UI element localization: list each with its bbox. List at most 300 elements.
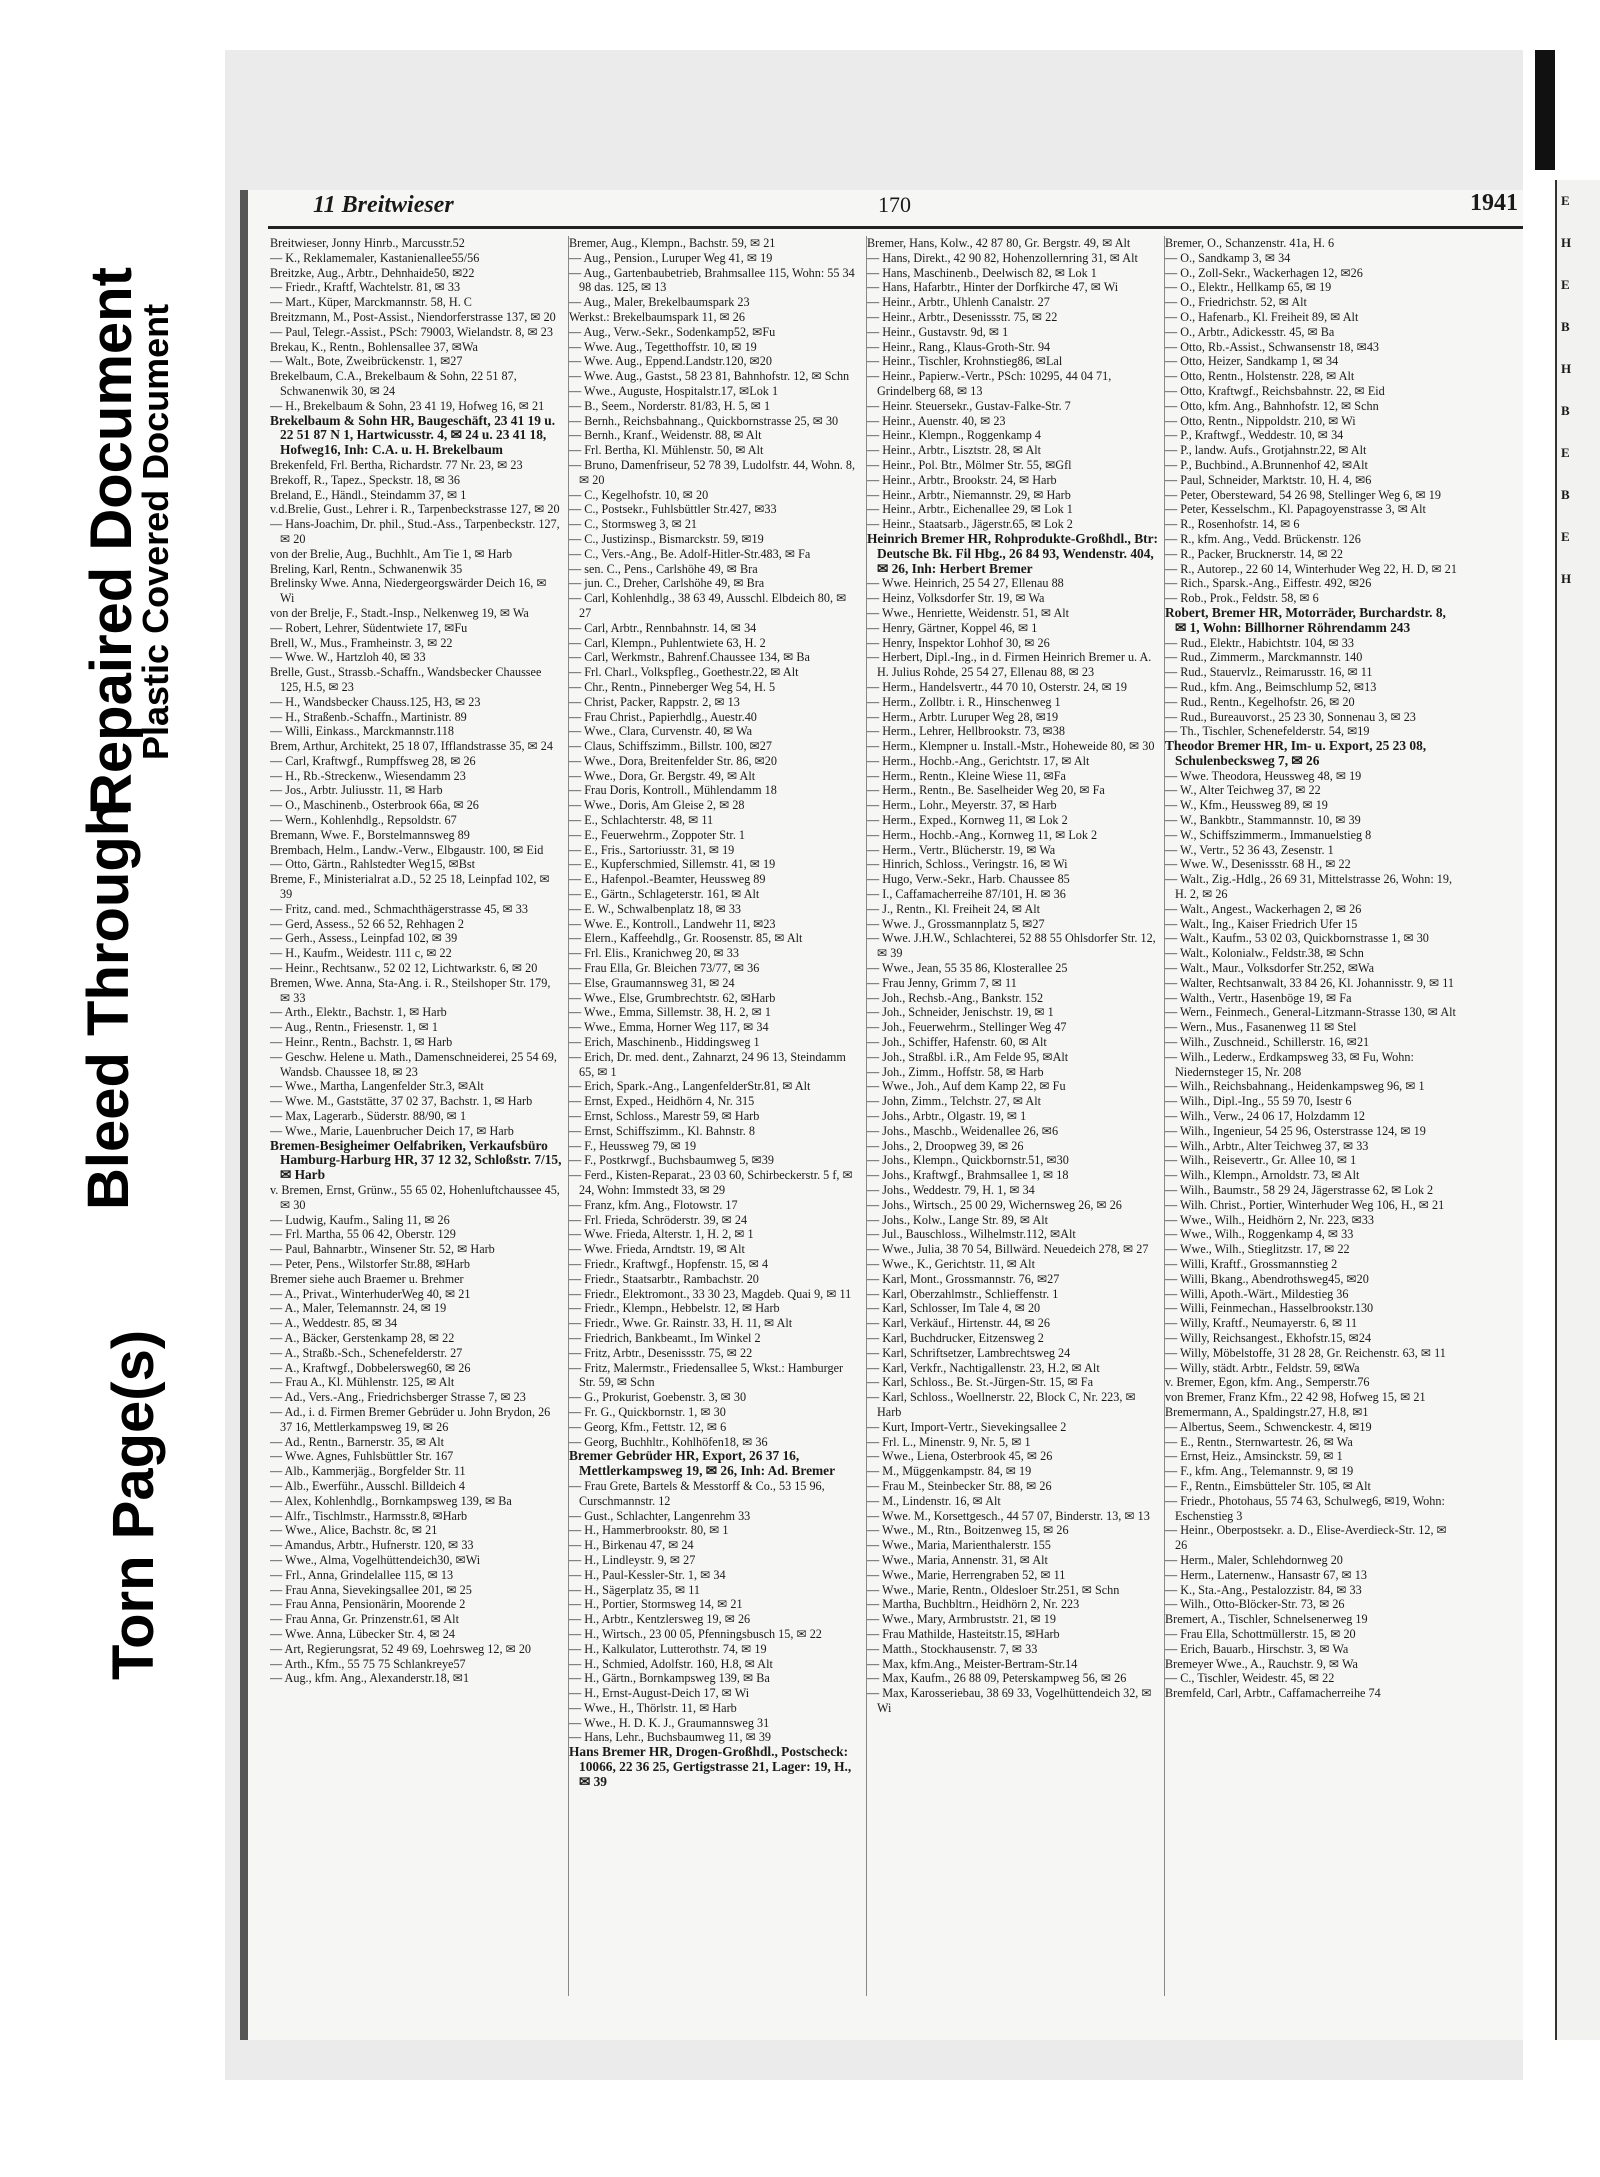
adjacent-page-edge bbox=[1523, 50, 1600, 2080]
directory-entry: — Fritz, Malermstr., Friedensallee 5, Wkst.: Hamburger Str. 59, ✉ Schn bbox=[569, 1360, 844, 1390]
directory-entry: — Willy, städt. Arbtr., Feldstr. 59, ✉Wa bbox=[1165, 1360, 1360, 1375]
directory-entry: — Wilh., Otto-Blöcker-Str. 73, ✉ 26 bbox=[1165, 1597, 1345, 1612]
directory-entry: — Karl, Schriftsetzer, Lambrechtsweg 24 bbox=[867, 1345, 1071, 1360]
directory-entry: — B., Seem., Norderstr. 81/83, H. 5, ✉ 1 bbox=[569, 398, 771, 413]
directory-entry: Hans Bremer HR, Drogen-Großhdl., Postscheck: 10066, 22 36 25, Gertigstrasse 21, Lager: 19, H., ✉ 39 bbox=[569, 1744, 852, 1789]
directory-entry: — Alb., Ewerführ., Ausschl. Billdeich 4 bbox=[270, 1478, 465, 1493]
directory-entry: — E., Kupferschmied, Sillemstr. 41, ✉ 19 bbox=[569, 857, 776, 872]
directory-entry: — Wilh., Lederw., Erdkampsweg 33, ✉ Fu, Wohn: Niedernsteger 15, Nr. 208 bbox=[1165, 1049, 1414, 1079]
directory-entry: — Heinr., Klempn., Roggenkamp 4 bbox=[867, 428, 1041, 443]
directory-entry: — Herm., Exped., Kornweg 11, ✉ Lok 2 bbox=[867, 813, 1068, 828]
directory-entry: — jun. C., Dreher, Carlshöhe 49, ✉ Bra bbox=[569, 576, 765, 591]
directory-entry: — Wwe., Mary, Armbruststr. 21, ✉ 19 bbox=[867, 1612, 1056, 1627]
directory-entry: Breitzke, Aug., Arbtr., Dehnhaide50, ✉22 bbox=[270, 265, 475, 280]
directory-entry: — Gerh., Assess., Leinpfad 102, ✉ 39 bbox=[270, 931, 458, 946]
directory-entry: Brembach, Helm., Landw.-Verw., Elbgaustr. 100, ✉ Eid bbox=[270, 842, 544, 857]
plastic-covered-label: Plastic Covered Document bbox=[135, 303, 176, 760]
directory-entry: — Herm., Hochb.-Ang., Gerichtstr. 17, ✉ Alt bbox=[867, 753, 1090, 768]
directory-entry: — Heinr., Rechtsanw., 52 02 12, Lichtwarkstr. 6, ✉ 20 bbox=[270, 961, 538, 976]
directory-entry: — Ernst, Schloss., Marestr 59, ✉ Harb bbox=[569, 1109, 760, 1124]
directory-entry: — Friedr., Elektromont., 33 30 23, Magdeb. Quai 9, ✉ 11 bbox=[569, 1286, 852, 1301]
directory-entry: — Ad., Rentn., Barnerstr. 35, ✉ Alt bbox=[270, 1434, 445, 1449]
page-year: 1941 bbox=[1470, 190, 1518, 216]
directory-entry: von der Brelje, F., Stadt.-Insp., Nelkenweg 19, ✉ Wa bbox=[270, 605, 529, 620]
directory-entry: — Aug., Maler, Brekelbaumspark 23 bbox=[569, 295, 750, 310]
edge-fragment: H bbox=[1561, 361, 1572, 376]
directory-entry: — Walt., Ing., Kaiser Friedrich Ufer 15 bbox=[1165, 916, 1358, 931]
directory-entry: — Friedr., Wwe. Gr. Rainstr. 33, H. 11, ✉ Alt bbox=[569, 1316, 793, 1331]
directory-entry: — Otto, kfm. Ang., Bahnhofstr. 12, ✉ Schn bbox=[1165, 398, 1379, 413]
directory-entry: — F., Postkrwgf., Buchsbaumweg 5, ✉39 bbox=[569, 1153, 774, 1168]
directory-entry: — Wwe., Marie, Rentn., Oldesloer Str.251, ✉ Schn bbox=[867, 1582, 1120, 1597]
directory-entry: — Wwe., Martha, Langenfelder Str.3, ✉Alt bbox=[270, 1079, 484, 1094]
scan-condition-banner bbox=[0, 0, 225, 2177]
directory-entry: — Joh., Rechsb.-Ang., Bankstr. 152 bbox=[867, 990, 1044, 1005]
directory-entry: — H., Brekelbaum & Sohn, 23 41 19, Hofweg 16, ✉ 21 bbox=[270, 398, 545, 413]
directory-entry: — Albertus, Seem., Schwenckestr. 4, ✉19 bbox=[1165, 1419, 1372, 1434]
directory-entry: — Wwe. M., Korsettgesch., 44 57 07, Binderstr. 13, ✉ 13 bbox=[867, 1508, 1150, 1523]
directory-entry: — Carl, Kraftwgf., Rumpffsweg 28, ✉ 26 bbox=[270, 753, 476, 768]
directory-entry: Brem, Arthur, Architekt, 25 18 07, Ifflandstrasse 35, ✉ 24 bbox=[270, 739, 553, 754]
directory-entry: — O., Zoll-Sekr., Wackerhagen 12, ✉26 bbox=[1165, 265, 1363, 280]
directory-entry: — Heinr., Oberpostsekr. a. D., Elise-Averdieck-Str. 12, ✉ 26 bbox=[1165, 1523, 1447, 1553]
directory-entry: — Wwe., Wilh., Heidhörn 2, Nr. 223, ✉33 bbox=[1165, 1212, 1374, 1227]
directory-entry: — Rob., Prok., Feldstr. 58, ✉ 6 bbox=[1165, 591, 1319, 606]
directory-entry: — Karl, Schlosser, Im Tale 4, ✉ 20 bbox=[867, 1301, 1041, 1316]
directory-entry: — Wwe. Agnes, Fuhlsbüttler Str. 167 bbox=[270, 1449, 454, 1464]
directory-entry: — Willi, Einkass., Marckmannstr.118 bbox=[270, 724, 454, 739]
directory-entry: — Heinr., Arbtr., Desenissstr. 75, ✉ 22 bbox=[867, 309, 1058, 324]
directory-entry: — Herm., Zollbtr. i. R., Hinschenweg 1 bbox=[867, 694, 1061, 709]
directory-entry: — Friedr., Kraftwgf., Hopfenstr. 15, ✉ 4 bbox=[569, 1256, 769, 1271]
directory-entry: — Wwe., H. D. K. J., Graumannsweg 31 bbox=[569, 1715, 770, 1730]
directory-entry: — E., Rentn., Sternwartestr. 26, ✉ Wa bbox=[1165, 1434, 1353, 1449]
directory-entry: — Wwe., Julia, 38 70 54, Billwärd. Neuedeich 278, ✉ 27 bbox=[867, 1242, 1149, 1257]
directory-entry: — Willi, Apoth.-Wärt., Mildestieg 36 bbox=[1165, 1286, 1349, 1301]
directory-entry: — H., Wirtsch., 23 00 05, Pfenningsbusch 15, ✉ 22 bbox=[569, 1626, 822, 1641]
directory-entry: — Herm., Hochb.-Ang., Kornweg 11, ✉ Lok 2 bbox=[867, 827, 1098, 842]
directory-entry: Bremer siehe auch Braemer u. Brehmer bbox=[270, 1271, 464, 1286]
directory-entry: — Otto, Kraftwgf., Reichsbahnstr. 22, ✉ Eid bbox=[1165, 383, 1385, 398]
directory-entry: — Wwe., Joh., Auf dem Kamp 22, ✉ Fu bbox=[867, 1079, 1066, 1094]
directory-entry: — Walt., Maur., Volksdorfer Str.252, ✉Wa bbox=[1165, 961, 1374, 976]
directory-entry: — Fritz, cand. med., Schmachthägerstrasse 45, ✉ 33 bbox=[270, 901, 528, 916]
directory-entry: — Hinrich, Schloss., Veringstr. 16, ✉ Wi bbox=[867, 857, 1068, 872]
directory-entry: — E., Schlachterstr. 48, ✉ 11 bbox=[569, 813, 714, 828]
directory-entry: — Carl, Werkmstr., Bahrenf.Chaussee 134, ✉ Ba bbox=[569, 650, 810, 665]
directory-entry: — Herbert, Dipl.-Ing., in d. Firmen Heinrich Bremer u. A. H. Julius Rohde, 25 54 27, Ellenau 88, ✉ 23 bbox=[867, 650, 1152, 680]
directory-entry: — Aug., Rentn., Friesenstr. 1, ✉ 1 bbox=[270, 1020, 438, 1035]
directory-entry: — Walt., Bote, Zweibrückenstr. 1, ✉27 bbox=[270, 354, 463, 369]
directory-entry: — Willi, Kraftf., Grossmannstieg 2 bbox=[1165, 1256, 1338, 1271]
directory-entry: — Peter, Pens., Wilstorfer Str.88, ✉Harb bbox=[270, 1256, 470, 1271]
directory-entry: — Heinr., Rentn., Bachstr. 1, ✉ Harb bbox=[270, 1035, 453, 1050]
directory-entry: von der Brelie, Aug., Buchhlt., Am Tie 1, ✉ Harb bbox=[270, 546, 513, 561]
directory-entry: — Friedr., Kraftf, Wachtelstr. 81, ✉ 33 bbox=[270, 280, 461, 295]
directory-entry: — Wwe. Aug., Eppend.Landstr.120, ✉20 bbox=[569, 354, 772, 369]
directory-entry: — E., Hafenpol.-Beamter, Heussweg 89 bbox=[569, 872, 766, 887]
directory-entry: — Wilh., Klempn., Arnoldstr. 73, ✉ Alt bbox=[1165, 1168, 1360, 1183]
directory-entry: — H., Kalkulator, Lutterothstr. 74, ✉ 19 bbox=[569, 1641, 767, 1656]
directory-entry: Bremert, A., Tischler, Schnelsenerweg 19 bbox=[1165, 1612, 1368, 1627]
directory-entry: — Wilh., Dipl.-Ing., 55 59 70, Isestr 6 bbox=[1165, 1094, 1352, 1109]
directory-entry: — H., Hammerbrookstr. 80, ✉ 1 bbox=[569, 1523, 729, 1538]
directory-entry: — Otto, Rb.-Assist., Schwansenstr 18, ✉43 bbox=[1165, 339, 1380, 354]
directory-entry: — W., Alter Teichweg 37, ✉ 22 bbox=[1165, 783, 1321, 798]
directory-entry: Breitwieser, Jonny Hinrb., Marcusstr.52 bbox=[270, 236, 465, 250]
directory-entry: — Erich, Bauarb., Hirschstr. 3, ✉ Wa bbox=[1165, 1641, 1349, 1656]
directory-entry: — Hans, Lehr., Buchsbaumweg 11, ✉ 39 bbox=[569, 1730, 772, 1745]
directory-entry: — Wwe., Alma, Vogelhüttendeich30, ✉Wi bbox=[270, 1552, 481, 1567]
directory-entry: — Mart., Küper, Marckmannstr. 58, H. C bbox=[270, 295, 472, 310]
directory-entry: — Karl, Verkfr., Nachtigallenstr. 23, H.2, ✉ Alt bbox=[867, 1360, 1100, 1375]
directory-entry: — Wwe., Else, Grumbrechtstr. 62, ✉Harb bbox=[569, 990, 776, 1005]
directory-column-4 bbox=[1164, 236, 1457, 1996]
directory-entry: — Herm., Rentn., Kleine Wiese 11, ✉Fa bbox=[867, 768, 1066, 783]
directory-entry: — Otto, Rentn., Holstenstr. 228, ✉ Alt bbox=[1165, 369, 1355, 384]
directory-entry: Bremen, Wwe. Anna, Sta-Ang. i. R., Steilshoper Str. 179, ✉ 33 bbox=[270, 975, 551, 1005]
directory-entry: — Max, Kaufm., 26 88 09, Peterskampweg 56, ✉ 26 bbox=[867, 1671, 1127, 1686]
directory-entry: — Rud., kfm. Ang., Beimschlump 52, ✉13 bbox=[1165, 679, 1377, 694]
directory-entry: — H., Rb.-Streckenw., Wiesendamm 23 bbox=[270, 768, 466, 783]
directory-column-3 bbox=[866, 236, 1159, 1996]
scan-shadow bbox=[1535, 50, 1555, 170]
directory-entry: — Herm., Lehrer, Hellbrookstr. 73, ✉38 bbox=[867, 724, 1065, 739]
directory-entry: — Hans-Joachim, Dr. phil., Stud.-Ass., Tarpenbeckstr. 127, ✉ 20 bbox=[270, 517, 560, 546]
directory-entry: — Rud., Zimmerm., Marckmannstr. 140 bbox=[1165, 650, 1363, 665]
directory-entry: — Wwe., Henriette, Weidenstr. 51, ✉ Alt bbox=[867, 605, 1070, 620]
directory-entry: Robert, Bremer HR, Motorräder, Burchardstr. 8, ✉ 1, Wohn: Billhorner Röhrendamm 243 bbox=[1165, 604, 1446, 635]
directory-entry: — Frau Grete, Bartels & Messtorff & Co., 53 15 96, Curschmannstr. 12 bbox=[569, 1478, 825, 1508]
directory-entry: — Johs., Wirtsch., 25 00 29, Wichernsweg 26, ✉ 26 bbox=[867, 1197, 1122, 1212]
directory-entry: — Hans, Maschinenb., Deelwisch 82, ✉ Lok 1 bbox=[867, 265, 1097, 280]
directory-entry: — Ludwig, Kaufm., Saling 11, ✉ 26 bbox=[270, 1212, 450, 1227]
directory-entry: — Wwe. Anna, Lübecker Str. 4, ✉ 24 bbox=[270, 1626, 455, 1641]
directory-entry: — Frl. Bertha, Kl. Mühlenstr. 50, ✉ Alt bbox=[569, 443, 764, 458]
directory-entry: — Erich, Maschinenb., Hiddingsweg 1 bbox=[569, 1035, 760, 1050]
directory-entry: — Aug., Pension., Luruper Weg 41, ✉ 19 bbox=[569, 250, 773, 265]
directory-entry: — P., landw. Aufs., Grotjahnstr.22, ✉ Alt bbox=[1165, 443, 1367, 458]
directory-entry: — Herm., Vertr., Blücherstr. 19, ✉ Wa bbox=[867, 842, 1056, 857]
edge-fragment: B bbox=[1561, 487, 1570, 502]
directory-entry: — Johs., Klempn., Quickbornstr.51, ✉30 bbox=[867, 1153, 1069, 1168]
directory-entry: — M., Lindenstr. 16, ✉ Alt bbox=[867, 1493, 1001, 1508]
directory-entry: — Arth., Kfm., 55 75 75 Schlankreye57 bbox=[270, 1656, 466, 1671]
directory-entry: — Joh., Schneider, Jenischstr. 19, ✉ 1 bbox=[867, 1005, 1054, 1020]
directory-entry: — Walt., Angest., Wackerhagen 2, ✉ 26 bbox=[1165, 901, 1362, 916]
directory-entry: — A., Privat., WinterhuderWeg 40, ✉ 21 bbox=[270, 1286, 471, 1301]
directory-entry: — Wwe., Jean, 55 35 86, Klosterallee 25 bbox=[867, 961, 1068, 976]
directory-entry: — Else, Graumannsweg 31, ✉ 24 bbox=[569, 975, 735, 990]
directory-entry: — Herm., Lohr., Meyerstr. 37, ✉ Harb bbox=[867, 798, 1057, 813]
directory-entry: — O., Maschinenb., Osterbrook 66a, ✉ 26 bbox=[270, 798, 479, 813]
directory-entry: — Heinr., Papierw.-Vertr., PSch: 10295, 44 04 71, Grindelberg 68, ✉ 13 bbox=[867, 369, 1112, 398]
edge-fragment: E bbox=[1561, 277, 1570, 292]
directory-entry: — Christ, Packer, Rappstr. 2, ✉ 13 bbox=[569, 694, 740, 709]
directory-entry: — Joh., Straßbl. i.R., Am Felde 95, ✉Alt bbox=[867, 1049, 1069, 1064]
directory-entry: — Frau A., Kl. Mühlenstr. 125, ✉ Alt bbox=[270, 1375, 455, 1390]
directory-entry: — Wwe. M., Gaststätte, 37 02 37, Bachstr. 1, ✉ Harb bbox=[270, 1094, 533, 1109]
directory-entry: — Wilh., Ingenieur, 54 25 96, Osterstrasse 124, ✉ 19 bbox=[1165, 1123, 1426, 1138]
directory-entry: — Paul, Telegr.-Assist., PSch: 79003, Wielandstr. 8, ✉ 23 bbox=[270, 324, 553, 339]
edge-fragment: B bbox=[1561, 403, 1570, 418]
directory-entry: — Fr. G., Quickbornstr. 1, ✉ 30 bbox=[569, 1404, 726, 1419]
directory-entry: — Georg, Kfm., Fettstr. 12, ✉ 6 bbox=[569, 1419, 727, 1434]
directory-entry: — Heinr., Arbtr., Eichenallee 29, ✉ Lok 1 bbox=[867, 502, 1073, 517]
directory-entry: Theodor Bremer HR, Im- u. Export, 25 23 08, Schulenbecksweg 7, ✉ 26 bbox=[1165, 738, 1427, 768]
directory-entry: — W., Schiffszimmerm., Immanuelstieg 8 bbox=[1165, 827, 1372, 842]
directory-entry: — Frau Anna, Gr. Prinzenstr.61, ✉ Alt bbox=[270, 1612, 459, 1627]
directory-entry: — Gust., Schlachter, Langenrehm 33 bbox=[569, 1508, 751, 1523]
directory-entry: — Herm., Arbtr. Luruper Weg 28, ✉19 bbox=[867, 709, 1059, 724]
directory-entry: Heinrich Bremer HR, Rohprodukte-Großhdl., Btr: Deutsche Bk. Fil Hbg., 26 84 93, Wendenstr. 404, ✉ 26, Inh: Herbert Bremer bbox=[867, 530, 1159, 576]
directory-entry: — Heinr., Arbtr., Uhlenh Canalstr. 27 bbox=[867, 295, 1050, 310]
directory-entry: — Karl, Verkäuf., Hirtenstr. 44, ✉ 26 bbox=[867, 1316, 1050, 1331]
directory-entry: Bremer Gebrüder HR, Export, 26 37 16, Mettlerkampsweg 19, ✉ 26, Inh: Ad. Bremer bbox=[569, 1448, 836, 1479]
directory-entry: — R., Packer, Brucknerstr. 14, ✉ 22 bbox=[1165, 546, 1343, 561]
directory-entry: — H., Straßenb.-Schaffn., Martinistr. 89 bbox=[270, 709, 467, 724]
page-number: 170 bbox=[878, 192, 911, 217]
directory-entry: — Walt., Zig.-Hdlg., 26 69 31, Mittelstrasse 26, Wohn: 19, H. 2, ✉ 26 bbox=[1165, 872, 1453, 902]
directory-entry: — H., Lindleystr. 9, ✉ 27 bbox=[569, 1552, 696, 1567]
directory-entry: — Heinr., Arbtr., Niemannstr. 29, ✉ Harb bbox=[867, 487, 1071, 502]
directory-entry: — Walt., Kaufm., 53 02 03, Quickbornstrasse 1, ✉ 30 bbox=[1165, 931, 1429, 946]
directory-entry: — Wwe. W., Hartzloh 40, ✉ 33 bbox=[270, 650, 426, 665]
directory-entry: Brekoff, R., Tapez., Speckstr. 18, ✉ 36 bbox=[270, 472, 460, 487]
directory-entry: — Johs., Arbtr., Olgastr. 19, ✉ 1 bbox=[867, 1109, 1027, 1124]
directory-entry: — H., Paul-Kessler-Str. 1, ✉ 34 bbox=[569, 1567, 726, 1582]
directory-entry: — A., Straßb.-Sch., Schenefelderstr. 27 bbox=[270, 1345, 463, 1360]
directory-entry: — Joh., Schiffer, Hafenstr. 60, ✉ Alt bbox=[867, 1035, 1047, 1050]
directory-entry: Brelle, Gust., Strassb.-Schaffn., Wandsbecker Chaussee 125, H.5, ✉ 23 bbox=[270, 665, 542, 694]
directory-entry: — Wwe. W., Desenissstr. 68 H., ✉ 22 bbox=[1165, 857, 1351, 872]
directory-entry: — Herm., Klempner u. Install.-Mstr., Hoheweide 80, ✉ 30 bbox=[867, 739, 1155, 754]
directory-entry: — Wern., Kohlenhdlg., Repsoldstr. 67 bbox=[270, 813, 457, 828]
directory-entry: — H., Wandsbecker Chauss.125, H3, ✉ 23 bbox=[270, 694, 481, 709]
directory-entry: — Willy, Reichsangest., Ekhofstr.15, ✉24 bbox=[1165, 1330, 1372, 1345]
directory-entry: — Wwe. J.H.W., Schlachterei, 52 88 55 Ohlsdorfer Str. 12, ✉ 39 bbox=[867, 931, 1156, 961]
directory-entry: Breitzmann, M., Post-Assist., Niendorferstrasse 137, ✉ 20 bbox=[270, 309, 556, 324]
directory-column-2 bbox=[568, 236, 861, 1996]
directory-entry: — H., Birkenau 47, ✉ 24 bbox=[569, 1538, 694, 1553]
directory-entry: — Heinz, Volksdorfer Str. 19, ✉ Wa bbox=[867, 591, 1045, 606]
directory-entry: — Willi, Feinmechan., Hasselbrookstr.130 bbox=[1165, 1301, 1374, 1316]
directory-entry: — Wilh., Zuschneid., Schillerstr. 16, ✉21 bbox=[1165, 1035, 1370, 1050]
directory-entry: — Karl, Oberzahlmstr., Schlieffenstr. 1 bbox=[867, 1286, 1059, 1301]
directory-page bbox=[240, 190, 1531, 2040]
directory-entry: — Walt., Kolonialw., Feldstr.38, ✉ Schn bbox=[1165, 946, 1364, 961]
directory-entry: — Frau M., Steinbecker Str. 88, ✉ 26 bbox=[867, 1478, 1052, 1493]
directory-entry: — Frl. Frieda, Schröderstr. 39, ✉ 24 bbox=[569, 1212, 748, 1227]
directory-entry: — Heinr., Arbtr., Brookstr. 24, ✉ Harb bbox=[867, 472, 1057, 487]
directory-entry: — Robert, Lehrer, Südentwiete 17, ✉Fu bbox=[270, 620, 468, 635]
directory-entry: — O., Hafenarb., Kl. Freiheit 89, ✉ Alt bbox=[1165, 309, 1359, 324]
directory-entry: — Heinr., Tischler, Krohnstieg86, ✉Lal bbox=[867, 354, 1063, 369]
directory-entry: — A., Bäcker, Gerstenkamp 28, ✉ 22 bbox=[270, 1330, 455, 1345]
directory-entry: — Art, Regierungsrat, 52 49 69, Loehrsweg 12, ✉ 20 bbox=[270, 1641, 532, 1656]
directory-entry: — Frau Ella, Schottmüllerstr. 15, ✉ 20 bbox=[1165, 1626, 1356, 1641]
directory-entry: — G., Prokurist, Goebenstr. 3, ✉ 30 bbox=[569, 1390, 747, 1405]
directory-entry: — Wilh. Christ., Portier, Winterhuder Weg 106, H., ✉ 21 bbox=[1165, 1197, 1445, 1212]
directory-entry: Bremfeld, Carl, Arbtr., Caffamacherreihe 74 bbox=[1165, 1686, 1381, 1701]
directory-entry: — Wwe., Liena, Osterbrook 45, ✉ 26 bbox=[867, 1449, 1053, 1464]
directory-entry: — Wwe., Wilh., Stieglitzstr. 17, ✉ 22 bbox=[1165, 1242, 1350, 1257]
directory-entry: — Max, Karosseriebau, 38 69 33, Vogelhüttendeich 32, ✉ Wi bbox=[867, 1686, 1152, 1715]
directory-entry: Breling, Karl, Rentn., Schwanenwik 35 bbox=[270, 561, 463, 576]
directory-entry: — Friedr., Photohaus, 55 74 63, Schulweg6, ✉19, Wohn: Eschenstieg 3 bbox=[1165, 1493, 1445, 1523]
directory-entry: — Heinr., Pol. Btr., Mölmer Str. 55, ✉Gfl bbox=[867, 457, 1072, 472]
next-page-strip bbox=[1555, 180, 1600, 2040]
directory-entry: — John, Zimm., Telchstr. 27, ✉ Alt bbox=[867, 1094, 1042, 1109]
directory-entry: — Max, kfm.Ang., Meister-Bertram-Str.14 bbox=[867, 1656, 1078, 1671]
directory-entry: — O., Arbtr., Adickesstr. 45, ✉ Ba bbox=[1165, 324, 1335, 339]
directory-entry: — Friedr., Staatsarbtr., Rambachstr. 20 bbox=[569, 1271, 759, 1286]
directory-entry: — Wwe. Aug., Tegetthoffstr. 10, ✉ 19 bbox=[569, 339, 757, 354]
directory-entry: — Carl, Arbtr., Rennbahnstr. 14, ✉ 34 bbox=[569, 620, 757, 635]
directory-entry: — Bernh., Reichsbahnang., Quickbornstrasse 25, ✉ 30 bbox=[569, 413, 839, 428]
directory-entry: — Frau Doris, Kontroll., Mühlendamm 18 bbox=[569, 783, 777, 798]
directory-entry: — Hugo, Verw.-Sekr., Harb. Chaussee 85 bbox=[867, 872, 1070, 887]
directory-entry: — Franz, kfm. Ang., Flotowstr. 17 bbox=[569, 1197, 738, 1212]
directory-entry: — A., Weddestr. 85, ✉ 34 bbox=[270, 1316, 398, 1331]
directory-entry: Breme, F., Ministerialrat a.D., 52 25 18, Leinpfad 102, ✉ 39 bbox=[270, 872, 550, 902]
directory-entry: — Wwe., Dora, Breitenfelder Str. 86, ✉20 bbox=[569, 753, 777, 768]
directory-entry: Werkst.: Brekelbaumspark 11, ✉ 26 bbox=[569, 309, 745, 324]
edge-fragment: E bbox=[1561, 529, 1570, 544]
directory-entry: — Walth., Vertr., Hasenböge 19, ✉ Fa bbox=[1165, 990, 1352, 1005]
directory-entry: — Paul, Bahnarbtr., Winsener Str. 52, ✉ Harb bbox=[270, 1242, 495, 1257]
directory-entry: Bremann, Wwe. F., Borstelmannsweg 89 bbox=[270, 827, 470, 842]
directory-entry: — Rud., Rentn., Kegelhofstr. 26, ✉ 20 bbox=[1165, 694, 1355, 709]
directory-entry: — H., Schmied, Adolfstr. 160, H.8, ✉ Alt bbox=[569, 1656, 773, 1671]
directory-entry: — Johs., Kraftwgf., Brahmsallee 1, ✉ 18 bbox=[867, 1168, 1069, 1183]
directory-entry: — Kurt, Import-Vertr., Sievekingsallee 2 bbox=[867, 1419, 1067, 1434]
directory-entry: — Herm., Rentn., Be. Saselheider Weg 20, ✉ Fa bbox=[867, 783, 1105, 798]
directory-entry: — Herm., Laternenw., Hansastr 67, ✉ 13 bbox=[1165, 1567, 1367, 1582]
directory-entry: — C., Kegelhofstr. 10, ✉ 20 bbox=[569, 487, 709, 502]
directory-entry: — Frau Christ., Papierhdlg., Auestr.40 bbox=[569, 709, 757, 724]
directory-entry: — Elern., Kaffeehdlg., Gr. Roosenstr. 85, ✉ Alt bbox=[569, 931, 803, 946]
directory-entry: — J., Rentn., Kl. Freiheit 24, ✉ Alt bbox=[867, 901, 1041, 916]
directory-entry: — Wwe., Dora, Gr. Bergstr. 49, ✉ Alt bbox=[569, 768, 756, 783]
directory-entry: — sen. C., Pens., Carlshöhe 49, ✉ Bra bbox=[569, 561, 758, 576]
directory-entry: — Ad., i. d. Firmen Bremer Gebrüder u. John Brydon, 26 37 16, Mettlerkampsweg 19, ✉ 26 bbox=[270, 1404, 551, 1434]
directory-entry: — Heinr., Rang., Klaus-Groth-Str. 94 bbox=[867, 339, 1051, 354]
directory-entry: — Ferd., Kisten-Reparat., 23 03 60, Schirbeckerstr. 5 f, ✉ 24, Wohn: Immstedt 33, ✉ 29 bbox=[569, 1168, 853, 1197]
directory-entry: — Wwe., K., Gerichtstr. 11, ✉ Alt bbox=[867, 1256, 1035, 1271]
directory-entry: — Frau Jenny, Grimm 7, ✉ 11 bbox=[867, 975, 1017, 990]
directory-entry: Bremen-Besigheimer Oelfabriken, Verkaufsbüro Hamburg-Harburg HR, 37 12 32, Schloßstr. 7/15, ✉ Harb bbox=[270, 1137, 562, 1183]
directory-entry: — Rich., Sparsk.-Ang., Eiffestr. 492, ✉26 bbox=[1165, 576, 1372, 591]
directory-entry: — Aug., kfm. Ang., Alexanderstr.18, ✉1 bbox=[270, 1671, 470, 1686]
directory-entry: — H., Ernst-August-Deich 17, ✉ Wi bbox=[569, 1686, 750, 1701]
directory-entry: — E., Feuerwehrm., Zoppoter Str. 1 bbox=[569, 827, 746, 842]
directory-entry: — Peter, Kesselschm., Kl. Papagoyenstrasse 3, ✉ Alt bbox=[1165, 502, 1426, 517]
directory-entry: — Wwe. Aug., Gastst., 58 23 81, Bahnhofstr. 12, ✉ Schn bbox=[569, 369, 850, 384]
edge-fragment: E bbox=[1561, 193, 1570, 208]
directory-entry: — C., Stormsweg 3, ✉ 21 bbox=[569, 517, 698, 532]
directory-entry: v.d.Brelie, Gust., Lehrer i. R., Tarpenbeckstrasse 127, ✉ 20 bbox=[270, 502, 560, 517]
directory-entry: — W., Bankbtr., Stammannstr. 10, ✉ 39 bbox=[1165, 813, 1361, 828]
directory-entry: — R., kfm. Ang., Vedd. Brückenstr. 126 bbox=[1165, 531, 1361, 546]
directory-entry: — Fritz, Arbtr., Desenissstr. 75, ✉ 22 bbox=[569, 1345, 753, 1360]
directory-entry: — Johs., Weddestr. 79, H. 1, ✉ 34 bbox=[867, 1183, 1035, 1197]
directory-entry: — Heinr., Staatsarb., Jägerstr.65, ✉ Lok 2 bbox=[867, 517, 1073, 532]
directory-entry: — E., Gärtn., Schlageterstr. 161, ✉ Alt bbox=[569, 887, 760, 902]
directory-entry: Bremer, Aug., Klempn., Bachstr. 59, ✉ 21 bbox=[569, 236, 776, 250]
directory-entry: — Otto, Rentn., Nippoldstr. 210, ✉ Wi bbox=[1165, 413, 1356, 428]
directory-entry: Brekenfeld, Frl. Bertha, Richardstr. 77 Nr. 23, ✉ 23 bbox=[270, 457, 523, 472]
repaired-document-label: Repaired Document bbox=[79, 267, 144, 815]
directory-entry: — O., Friedrichstr. 52, ✉ Alt bbox=[1165, 295, 1307, 310]
directory-entry: — Friedrich, Bankbeamt., Im Winkel 2 bbox=[569, 1330, 761, 1345]
directory-entry: — E., Fris., Sartoriusstr. 31, ✉ 19 bbox=[569, 842, 735, 857]
directory-entry: — Jul., Bauschloss., Wilhelmstr.112, ✉Alt bbox=[867, 1227, 1076, 1242]
directory-entry: — H., Arbtr., Kentzlersweg 19, ✉ 26 bbox=[569, 1612, 751, 1627]
directory-entry: — Wwe., Doris, Am Gleise 2, ✉ 28 bbox=[569, 798, 745, 813]
directory-entry: — Matth., Stockhausenstr. 7, ✉ 33 bbox=[867, 1641, 1038, 1656]
directory-entry: — Herm., Handelsvertr., 44 70 10, Osterstr. 24, ✉ 19 bbox=[867, 679, 1128, 694]
directory-entry: — A., Kraftwgf., Dobbelersweg60, ✉ 26 bbox=[270, 1360, 471, 1375]
directory-entry: — Frau Anna, Pensionärin, Moorende 2 bbox=[270, 1597, 466, 1612]
directory-entry: — Henry, Inspektor Lohhof 30, ✉ 26 bbox=[867, 635, 1050, 650]
directory-entry: — Heinr. Steuersekr., Gustav-Falke-Str. 7 bbox=[867, 398, 1071, 413]
directory-entry: — M., Müggenkampstr. 84, ✉ 19 bbox=[867, 1464, 1032, 1479]
directory-entry: — Wwe., M., Rtn., Boitzenweg 15, ✉ 26 bbox=[867, 1523, 1069, 1538]
directory-entry: — Friedr., Klempn., Hebbelstr. 12, ✉ Harb bbox=[569, 1301, 780, 1316]
directory-entry: — C., Tischler, Weidestr. 45, ✉ 22 bbox=[1165, 1671, 1335, 1686]
directory-entry: — Heinr., Gustavstr. 9d, ✉ 1 bbox=[867, 324, 1009, 339]
directory-entry: — Rud., Elektr., Habichtstr. 104, ✉ 33 bbox=[1165, 635, 1354, 650]
directory-entry: — Frau Ella, Gr. Bleichen 73/77, ✉ 36 bbox=[569, 961, 760, 976]
directory-entry: — Ernst, Exped., Heidhörn 4, Nr. 315 bbox=[569, 1094, 755, 1109]
directory-entry: — Peter, Obersteward, 54 26 98, Stellinger Weg 6, ✉ 19 bbox=[1165, 487, 1441, 502]
page-header bbox=[268, 190, 1523, 229]
directory-entry: — C., Justizinsp., Bismarckstr. 59, ✉19 bbox=[569, 531, 764, 546]
directory-entry: — Aug., Verw.-Sekr., Sodenkamp52, ✉Fu bbox=[569, 324, 776, 339]
directory-entry: — Max, Lagerarb., Süderstr. 88/90, ✉ 1 bbox=[270, 1109, 467, 1124]
edge-fragment: H bbox=[1561, 571, 1572, 586]
directory-entry: — Karl, Schloss., Be. St.-Jürgen-Str. 15, ✉ Fa bbox=[867, 1375, 1093, 1390]
directory-entry: — Hans, Hafarbtr., Hinter der Dorfkirche 47, ✉ Wi bbox=[867, 280, 1119, 295]
directory-entry: — Wern., Mus., Fasanenweg 11 ✉ Stel bbox=[1165, 1020, 1357, 1035]
directory-entry: — F., kfm. Ang., Telemannstr. 9, ✉ 19 bbox=[1165, 1464, 1354, 1479]
directory-entry: — Aug., Gartenbaubetrieb, Brahmsallee 115, Wohn: 55 34 98 das. 125, ✉ 13 bbox=[569, 265, 855, 295]
directory-entry: — Heinr., Auenstr. 40, ✉ 23 bbox=[867, 413, 1006, 428]
directory-entry: — Wwe., Emma, Horner Weg 117, ✉ 34 bbox=[569, 1020, 769, 1035]
directory-entry: v. Bremen, Ernst, Grünw., 55 65 02, Hohenluftchaussee 45, ✉ 30 bbox=[270, 1183, 560, 1212]
directory-entry: — C., Vers.-Ang., Be. Adolf-Hitler-Str.483, ✉ Fa bbox=[569, 546, 811, 561]
directory-entry: — K., Sta.-Ang., Pestalozzistr. 84, ✉ 33 bbox=[1165, 1582, 1362, 1597]
directory-entry: — Walter, Rechtsanwalt, 33 84 26, Kl. Johannisstr. 9, ✉ 11 bbox=[1165, 975, 1455, 990]
directory-entry: — R., Rosenhofstr. 14, ✉ 6 bbox=[1165, 517, 1300, 532]
directory-entry: — Wwe., Alice, Bachstr. 8c, ✉ 21 bbox=[270, 1523, 438, 1538]
directory-entry: — O., Elektr., Hellkamp 65, ✉ 19 bbox=[1165, 280, 1332, 295]
directory-entry: — Wilh., Verw., 24 06 17, Holzdamm 12 bbox=[1165, 1109, 1366, 1124]
directory-entry: — Wwe. Frieda, Alterstr. 1, H. 2, ✉ 1 bbox=[569, 1227, 754, 1242]
directory-entry: — Jos., Arbtr. Juliusstr. 11, ✉ Harb bbox=[270, 783, 443, 798]
directory-entry: — F., Rentn., Eimsbütteler Str. 105, ✉ Alt bbox=[1165, 1478, 1371, 1493]
directory-entry: — Johs., Maschb., Weidenallee 26, ✉6 bbox=[867, 1123, 1059, 1138]
directory-entry: — K., Reklamemaler, Kastanienallee55/56 bbox=[270, 250, 480, 265]
directory-entry: — Karl, Buchdrucker, Eitzensweg 2 bbox=[867, 1330, 1044, 1345]
directory-entry: — F., Heussweg 79, ✉ 19 bbox=[569, 1138, 697, 1153]
directory-entry: — Joh., Feuerwehrm., Stellinger Weg 47 bbox=[867, 1020, 1067, 1035]
directory-entry: — Karl, Schloss., Woellnerstr. 22, Block C, Nr. 223, ✉ Harb bbox=[867, 1390, 1136, 1419]
directory-entry: Bremermann, A., Spaldingstr.27, H.8, ✉1 bbox=[1165, 1404, 1369, 1419]
directory-entry: Brelinsky Wwe. Anna, Niedergeorgswärder Deich 16, ✉ Wi bbox=[270, 576, 547, 606]
directory-entry: Brekelbaum, C.A., Brekelbaum & Sohn, 22 51 87, Schwanenwik 30, ✉ 24 bbox=[270, 369, 517, 398]
